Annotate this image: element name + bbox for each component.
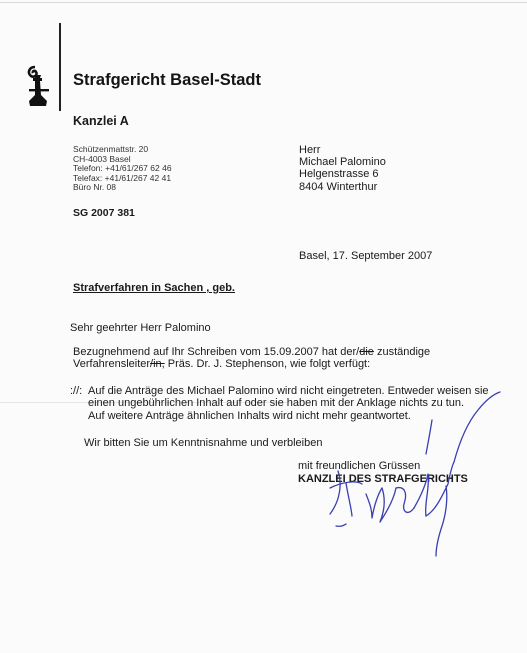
intro-paragraph <box>73 346 430 371</box>
decision-line: Auf die Anträge des Michael Palomino wird nicht eingetreten. Entweder weisen sie <box>88 385 489 397</box>
letterhead-rule <box>59 23 61 111</box>
subject-line: Strafverfahren in Sachen , geb. <box>73 282 235 294</box>
recipient-title: Herr <box>299 144 321 156</box>
signatory-office: KANZLEI DES STRAFGERICHTS <box>298 473 468 485</box>
recipient-address <box>299 144 386 193</box>
intro-text: Bezugnehmend auf Ihr Schreiben vom 15.09.2007 hat der/ <box>73 346 360 358</box>
intro-text: zuständige <box>373 346 431 358</box>
recipient-city: 8404 Winterthur <box>299 180 378 193</box>
intro-text: Verfahrensleiter <box>73 358 151 371</box>
basel-crest-icon <box>26 65 52 107</box>
intro-line <box>73 358 430 370</box>
address-line: CH-4003 Basel <box>73 153 131 164</box>
intro-text: Präs. Dr. J. Stephenson, wie folgt verfügt: <box>164 358 371 371</box>
closing-sentence: Wir bitten Sie um Kenntnisnahme und verbleiben <box>84 437 323 449</box>
salutation: Sehr geehrter Herr Palomino <box>70 322 211 334</box>
date-line: Basel, 17. September 2007 <box>299 250 433 262</box>
phone-line: Telefon: +41/61/267 62 46 <box>73 163 172 174</box>
address-line: Schützenmattstr. 20 <box>73 144 149 154</box>
decision-line: Auf weitere Anträge ähnlichen Inhalts wird nicht mehr geantwortet. <box>88 409 411 422</box>
case-reference: SG 2007 381 <box>73 207 135 219</box>
intro-line <box>73 346 430 358</box>
office-number: Büro Nr. 08 <box>73 182 116 193</box>
struck-text: die <box>359 346 374 358</box>
decision-line: einen ungebührlichen Inhalt auf oder sie haben mit der Anklage nichts zu tun. <box>88 397 465 410</box>
court-name: Strafgericht Basel-Stadt <box>73 71 261 89</box>
department-name: Kanzlei A <box>73 114 129 128</box>
regards-line: mit freundlichen Grüssen <box>298 460 421 472</box>
fax-line: Telefax: +41/61/267 42 41 <box>73 172 172 183</box>
struck-text: /in, <box>150 358 165 371</box>
handwritten-signature <box>318 388 508 558</box>
recipient-street: Helgenstrasse 6 <box>299 168 379 181</box>
sender-address <box>73 145 172 193</box>
recipient-name: Michael Palomino <box>299 156 386 169</box>
scan-edge-top <box>0 2 527 3</box>
decision-marker: ://: <box>70 385 83 397</box>
